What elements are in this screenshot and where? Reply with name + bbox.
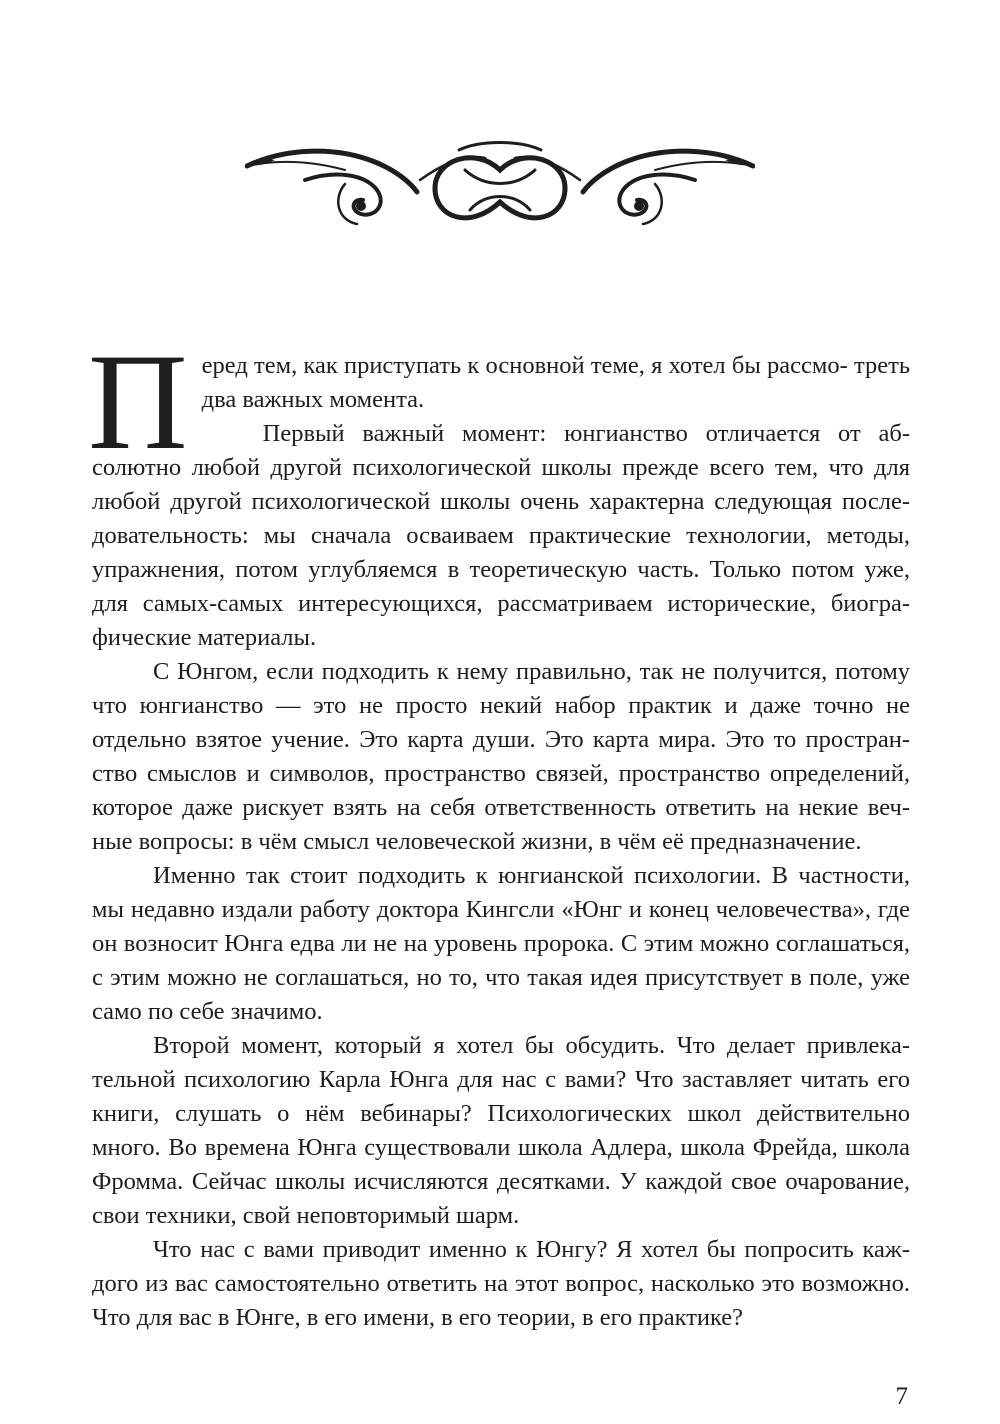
paragraph-3: С Юнгом, если подходить к нему правильно, так не получится, потому что юнгианство — это не просто некий набор практик и даже точно не отдельно взятое учение. Это карта души. Это карта мира. Это то пространство смыслов и символов, пространство связей, пространство определений, которое даже рискует взять на себя ответственность ответить на некие вечные вопросы: в чём смысл человеческой жизни, в чём её предназначение. (92, 658, 910, 855)
decorative-flourish-icon (245, 140, 755, 235)
paragraph-2: Первый важный момент: юнгианство отличается от абсолютно любой другой психологической школы прежде всего тем, что для любой другой психологической школы очень характерна следующая последовательность: мы сначала осваиваем практические технологии, методы, упражнения, потом углубляемся в теоретическую часть. Только потом уже, для самых-самых интересующихся, рассматриваем исторические, биографические материалы. (92, 420, 910, 651)
intro-line-1: еред тем, как приступать к основной теме, я хотел бы рассмо- (201, 352, 848, 379)
body-text (88, 325, 911, 1335)
paragraph-6: Что нас с вами приводит именно к Юнгу? Я хотел бы попросить каждого из вас самостоятельно ответить на этот вопрос, насколько это возможно. Что для вас в Юнге, в его имени, в его теории, в его практике? (92, 1236, 910, 1331)
drop-cap: П (88, 325, 188, 478)
paragraph-intro (88, 325, 911, 655)
paragraph-5: Второй момент, который я хотел бы обсудить. Что делает привлекательной психологию Карла Юнга для нас с вами? Что заставляет читать его книги, слушать о нём вебинары? Психологических школ действительно много. Во времена Юнга существовали школа Адлера, школа Фрейда, школа Фромма. Сейчас школы исчисляются десятками. У каждой свое очарование, свои техники, свой неповторимый шарм. (92, 1032, 910, 1229)
intro-line-2: треть два важных момента. (201, 352, 911, 413)
paragraph-4: Именно так стоит подходить к юнгианской психологии. В частности, мы недавно издали работу доктора Кингсли «Юнг и конец человечества», где он возносит Юнга едва ли не на уровень пророка. С этим можно соглашаться, с этим можно не соглашаться, но то, что такая идея присутствует в поле, уже само по себе значимо. (92, 862, 910, 1025)
page-number: 7 (895, 1383, 908, 1410)
